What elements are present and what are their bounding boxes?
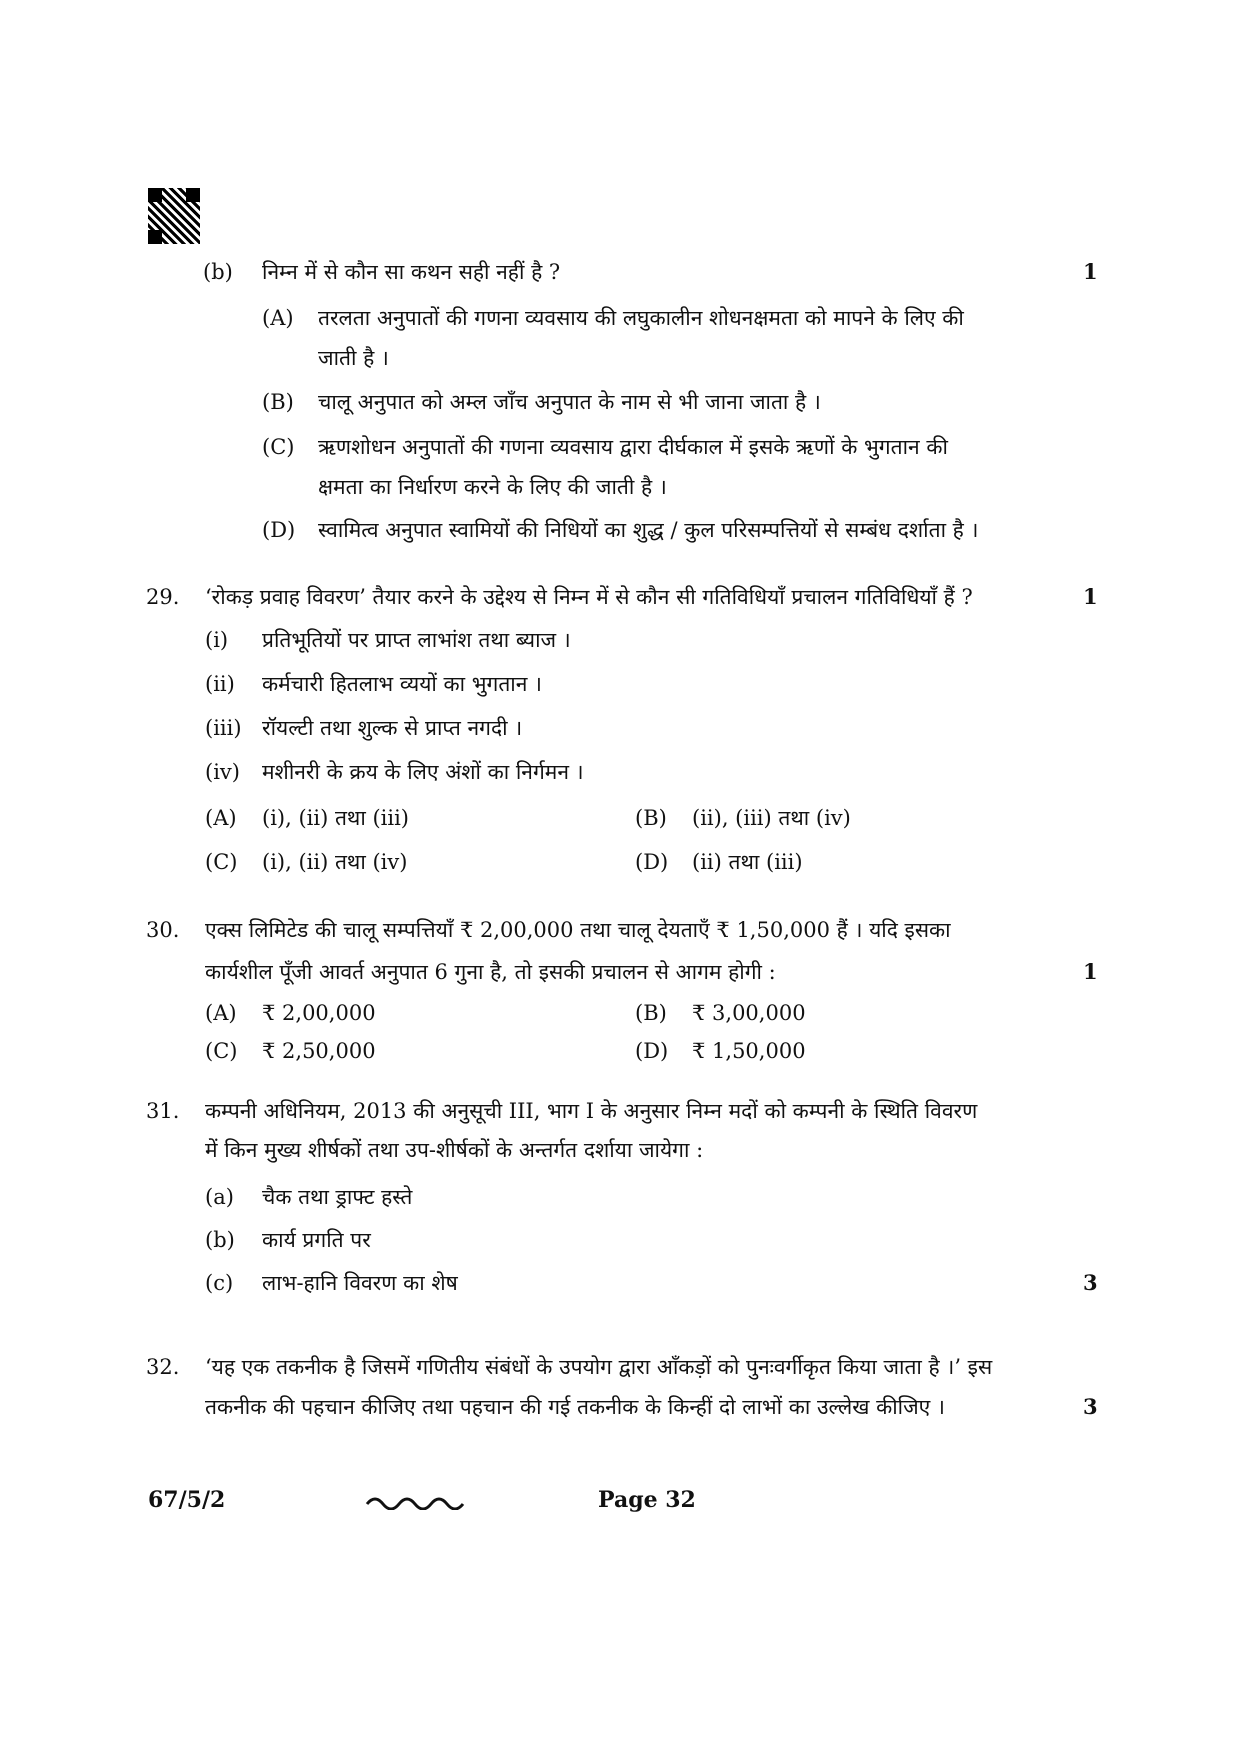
- option-label: (A): [205, 806, 237, 830]
- option-text: तरलता अनुपातों की गणना व्यवसाय की लघुकालीन शोधनक्षमता को मापने के लिए की: [318, 306, 964, 330]
- option-text: जाती है ।: [318, 346, 389, 370]
- marks: 1: [1083, 259, 1098, 284]
- question-number: 30.: [146, 918, 180, 942]
- option-label: (C): [205, 1039, 238, 1063]
- item-label: (ii): [205, 672, 235, 696]
- question-label: (b): [203, 260, 233, 284]
- question-text: ‘यह एक तकनीक है जिसमें गणितीय संबंधों के उपयोग द्वारा आँकड़ों को पुनःवर्गीकृत किया जाता है ।’ इस: [205, 1355, 993, 1379]
- option-text: ₹ 2,00,000: [262, 1001, 376, 1025]
- qr-code: [148, 188, 200, 244]
- wave-ornament: [365, 1494, 475, 1510]
- question-text: ‘रोकड़ प्रवाह विवरण’ तैयार करने के उद्देश्य से निम्न में से कौन सी गतिविधियाँ प्रचालन गतिविधियाँ हैं ?: [205, 585, 973, 609]
- marks: 3: [1083, 1270, 1098, 1295]
- question-text: में किन मुख्य शीर्षकों तथा उप-शीर्षकों के अन्तर्गत दर्शाया जायेगा :: [205, 1138, 704, 1162]
- option-text: ₹ 3,00,000: [692, 1001, 806, 1025]
- question-number: 31.: [146, 1099, 180, 1123]
- item-label: (b): [205, 1228, 235, 1252]
- option-text: (i), (ii) तथा (iv): [262, 850, 408, 874]
- option-label: (A): [205, 1001, 237, 1025]
- item-label: (a): [205, 1185, 234, 1209]
- item-label: (iii): [205, 716, 242, 740]
- question-text: निम्न में से कौन सा कथन सही नहीं है ?: [262, 260, 561, 284]
- question-text: तकनीक की पहचान कीजिए तथा पहचान की गई तकनीक के किन्हीं दो लाभों का उल्लेख कीजिए ।: [205, 1395, 945, 1419]
- option-text: स्वामित्व अनुपात स्वामियों की निधियों का शुद्ध / कुल परिसम्पत्तियों से सम्बंध दर्शाता है ।: [318, 518, 979, 542]
- question-text: एक्स लिमिटेड की चालू सम्पत्तियाँ ₹ 2,00,000 तथा चालू देयताएँ ₹ 1,50,000 हैं । यदि इसका: [205, 918, 951, 942]
- option-text: ऋणशोधन अनुपातों की गणना व्यवसाय द्वारा दीर्घकाल में इसके ऋणों के भुगतान की: [318, 435, 948, 459]
- question-number: 29.: [146, 585, 180, 609]
- option-label: (D): [635, 850, 669, 874]
- option-text: क्षमता का निर्धारण करने के लिए की जाती है ।: [318, 475, 667, 499]
- option-label: (C): [205, 850, 238, 874]
- item-text: लाभ-हानि विवरण का शेष: [262, 1271, 458, 1295]
- option-text: ₹ 1,50,000: [692, 1039, 806, 1063]
- option-text: (i), (ii) तथा (iii): [262, 806, 409, 830]
- page-number: Page 32: [598, 1487, 696, 1513]
- paper-code: 67/5/2: [148, 1487, 226, 1513]
- marks: 3: [1083, 1394, 1098, 1419]
- option-text: (ii) तथा (iii): [692, 850, 803, 874]
- option-text: ₹ 2,50,000: [262, 1039, 376, 1063]
- option-label: (B): [262, 390, 294, 414]
- question-number: 32.: [146, 1355, 180, 1379]
- option-label: (B): [635, 1001, 667, 1025]
- item-label: (c): [205, 1271, 234, 1295]
- option-label: (A): [262, 306, 294, 330]
- question-text: कार्यशील पूँजी आवर्त अनुपात 6 गुना है, तो इसकी प्रचालन से आगम होगी :: [205, 960, 776, 984]
- item-text: कार्य प्रगति पर: [262, 1228, 371, 1252]
- option-label: (D): [635, 1039, 669, 1063]
- item-text: मशीनरी के क्रय के लिए अंशों का निर्गमन ।: [262, 760, 584, 784]
- item-label: (i): [205, 628, 229, 652]
- option-label: (B): [635, 806, 667, 830]
- option-label: (D): [262, 518, 296, 542]
- item-label: (iv): [205, 760, 240, 784]
- option-label: (C): [262, 435, 295, 459]
- item-text: कर्मचारी हितलाभ व्ययों का भुगतान ।: [262, 672, 543, 696]
- item-text: चैक तथा ड्राफ्ट हस्ते: [262, 1185, 413, 1209]
- option-text: (ii), (iii) तथा (iv): [692, 806, 851, 830]
- option-text: चालू अनुपात को अम्ल जाँच अनुपात के नाम से भी जाना जाता है ।: [318, 390, 821, 414]
- item-text: रॉयल्टी तथा शुल्क से प्राप्त नगदी ।: [262, 716, 523, 740]
- marks: 1: [1083, 584, 1098, 609]
- item-text: प्रतिभूतियों पर प्राप्त लाभांश तथा ब्याज ।: [262, 628, 571, 652]
- marks: 1: [1083, 959, 1098, 984]
- question-text: कम्पनी अधिनियम, 2013 की अनुसूची III, भाग I के अनुसार निम्न मदों को कम्पनी के स्थिति विवरण: [205, 1099, 978, 1123]
